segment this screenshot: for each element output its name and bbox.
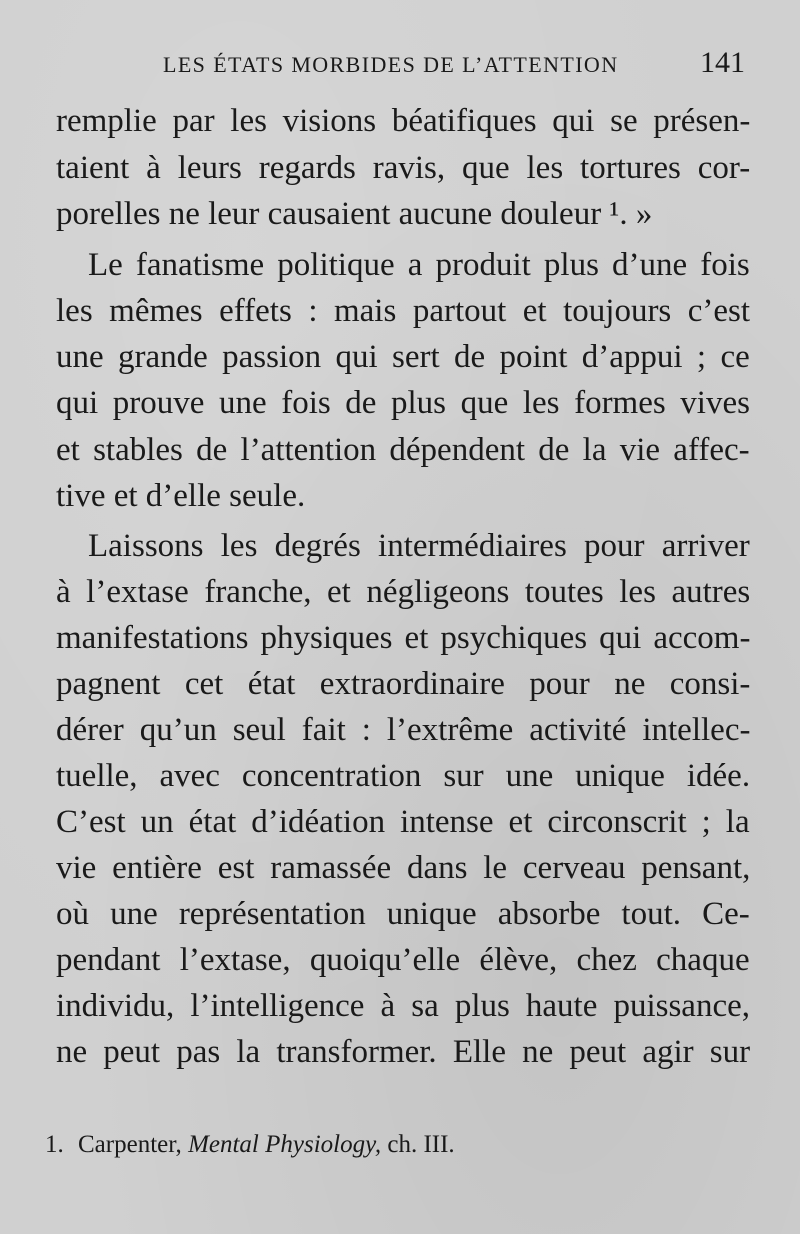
text-line: pendant l’extase, quoiqu’elle élève, chez chaque bbox=[56, 942, 750, 978]
text-line: pagnent cet état extraordinaire pour ne consi- bbox=[56, 666, 751, 702]
text-line: et stables de l’attention dépendent de la vie affec- bbox=[56, 432, 750, 468]
text-line: tive et d’elle seule. bbox=[56, 478, 306, 514]
text-line: les mêmes effets : mais partout et toujours c’est bbox=[56, 293, 751, 329]
page-number: 141 bbox=[700, 46, 745, 79]
text-line: où une représentation unique absorbe tout. Ce- bbox=[56, 896, 750, 932]
text-line: individu, l’intelligence à sa plus haute puissance, bbox=[56, 988, 750, 1024]
text-line: à l’extase franche, et négligeons toutes les autres bbox=[56, 574, 751, 610]
footnote-number: 1. bbox=[45, 1131, 64, 1158]
text-line: une grande passion qui sert de point d’appui ; ce bbox=[56, 339, 750, 375]
text-line: remplie par les visions béatifiques qui se présen- bbox=[56, 103, 751, 139]
text-line: Le fanatisme politique a produit plus d’une fois bbox=[88, 247, 750, 283]
page-header bbox=[0, 44, 800, 84]
text-line: vie entière est ramassée dans le cerveau pensant, bbox=[56, 850, 751, 886]
footnote-title: Mental Physiology, bbox=[188, 1131, 382, 1158]
text-line: porelles ne leur causaient aucune douleur ¹. » bbox=[56, 196, 653, 232]
running-title: LES ÉTATS MORBIDES DE L’ATTENTION bbox=[163, 52, 619, 77]
text-line: manifestations physiques et psychiques qui accom- bbox=[56, 620, 751, 656]
text-line: ne peut pas la transformer. Elle ne peut agir sur bbox=[56, 1034, 751, 1070]
text-line: tuelle, avec concentration sur une unique idée. bbox=[56, 758, 751, 794]
footnote bbox=[45, 1131, 455, 1159]
footnote-author: Carpenter, bbox=[78, 1131, 182, 1158]
text-line: taient à leurs regards ravis, que les tortures cor- bbox=[56, 150, 751, 186]
text-line: qui prouve une fois de plus que les formes vives bbox=[56, 385, 750, 421]
text-line: C’est un état d’idéation intense et circonscrit ; la bbox=[56, 804, 750, 840]
footnote-reference: ch. III. bbox=[387, 1131, 455, 1158]
text-line: dérer qu’un seul fait : l’extrême activité intellec- bbox=[56, 712, 751, 748]
text-line: Laissons les degrés intermédiaires pour arriver bbox=[88, 528, 750, 564]
